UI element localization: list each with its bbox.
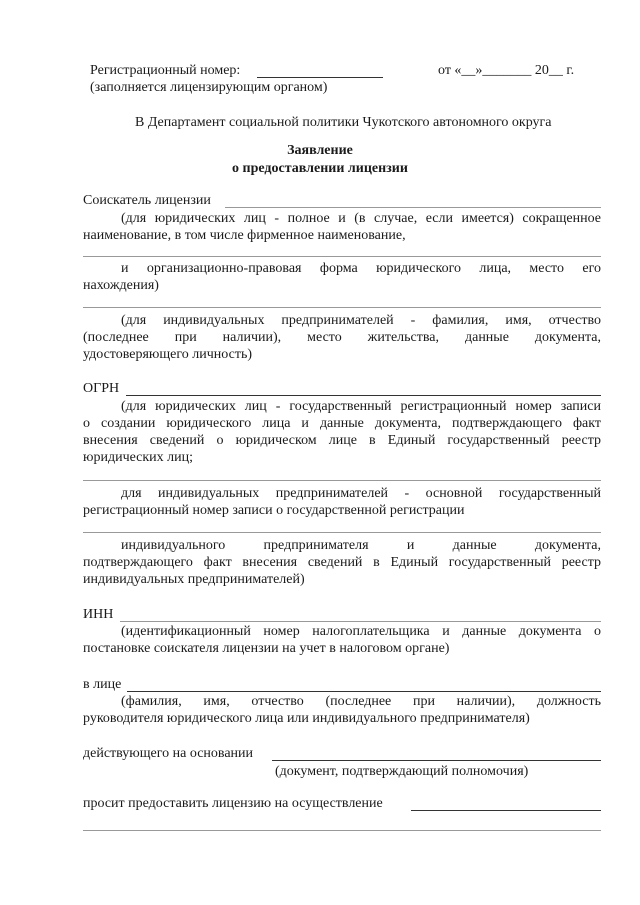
ogrn-hint-ip-1: для индивидуальных предпринимателей - основной государственный [121, 486, 601, 501]
applicant-hint-form-2: нахождения) [83, 278, 159, 293]
request-label: просит предоставить лицензию на осуществление [83, 796, 383, 811]
applicant-hint-ip-1: (для индивидуальных предпринимателей - фамилия, имя, отчество [121, 313, 601, 328]
ogrn-hint-ip-2: регистрационный номер записи о государственной регистрации [83, 503, 465, 518]
document-title: Заявление [287, 143, 353, 158]
person-field[interactable] [127, 691, 601, 692]
basis-label: действующего на основании [83, 746, 254, 761]
request-activity-field-2[interactable] [83, 830, 601, 831]
registration-number-field[interactable] [257, 77, 383, 78]
ogrn-label: ОГРН [83, 381, 120, 396]
applicant-form-field[interactable] [83, 256, 601, 257]
request-activity-field[interactable] [411, 810, 601, 811]
ogrn-hint-ip-5: индивидуальных предпринимателей) [83, 572, 305, 587]
applicant-hint-legal-1: (для юридических лиц - полное и (в случае, если имеется) сокращенное [121, 211, 601, 226]
ogrn-field[interactable] [126, 395, 601, 396]
basis-hint: (документ, подтверждающий полномочия) [275, 764, 529, 779]
person-label: в лице [83, 677, 122, 692]
registration-note: (заполняется лицензирующим органом) [90, 80, 328, 95]
ogrn-hint-2: о создании юридического лица и данные документа, подтверждающего факт [83, 416, 601, 431]
ogrn-ip-field-2[interactable] [83, 532, 601, 533]
applicant-ip-field[interactable] [83, 307, 601, 308]
inn-field[interactable] [120, 621, 601, 622]
basis-field[interactable] [272, 760, 601, 761]
registration-number-label: Регистрационный номер: [90, 63, 241, 78]
applicant-name-field[interactable] [225, 207, 601, 208]
applicant-hint-ip-3: удостоверяющего личность) [83, 347, 253, 362]
inn-hint-2: постановке соискателя лицензии на учет в налоговом органе) [83, 641, 450, 656]
applicant-hint-legal-2: наименование, в том числе фирменное наименование, [83, 228, 406, 243]
ogrn-hint-ip-4: подтверждающего факт внесения сведений в Единый государственный реестр [83, 555, 601, 570]
inn-hint-1: (идентификационный номер налогоплательщика и данные документа о [121, 624, 601, 639]
ogrn-ip-field[interactable] [83, 480, 601, 481]
ogrn-hint-ip-3: индивидуального предпринимателя и данные документа, [121, 538, 601, 553]
applicant-label: Соискатель лицензии [83, 193, 211, 208]
applicant-hint-form-1: и организационно-правовая форма юридического лица, место его [121, 261, 601, 276]
addressee: В Департамент социальной политики Чукотского автономного округа [135, 115, 552, 130]
ogrn-hint-1: (для юридических лиц - государственный регистрационный номер записи [121, 399, 601, 414]
ogrn-hint-3: внесения сведений о юридическом лице в Единый государственный реестр [83, 433, 601, 448]
person-hint-2: руководителя юридического лица или индивидуального предпринимателя) [83, 711, 530, 726]
date-field[interactable]: от «__»_______ 20__ г. [438, 63, 575, 78]
ogrn-hint-4: юридических лиц; [83, 450, 194, 465]
person-hint-1: (фамилия, имя, отчество (последнее при наличии), должность [121, 694, 601, 709]
document-subtitle: о предоставлении лицензии [232, 161, 408, 176]
inn-label: ИНН [83, 607, 114, 622]
applicant-hint-ip-2: (последнее при наличии), место жительства, данные документа, [83, 330, 601, 345]
